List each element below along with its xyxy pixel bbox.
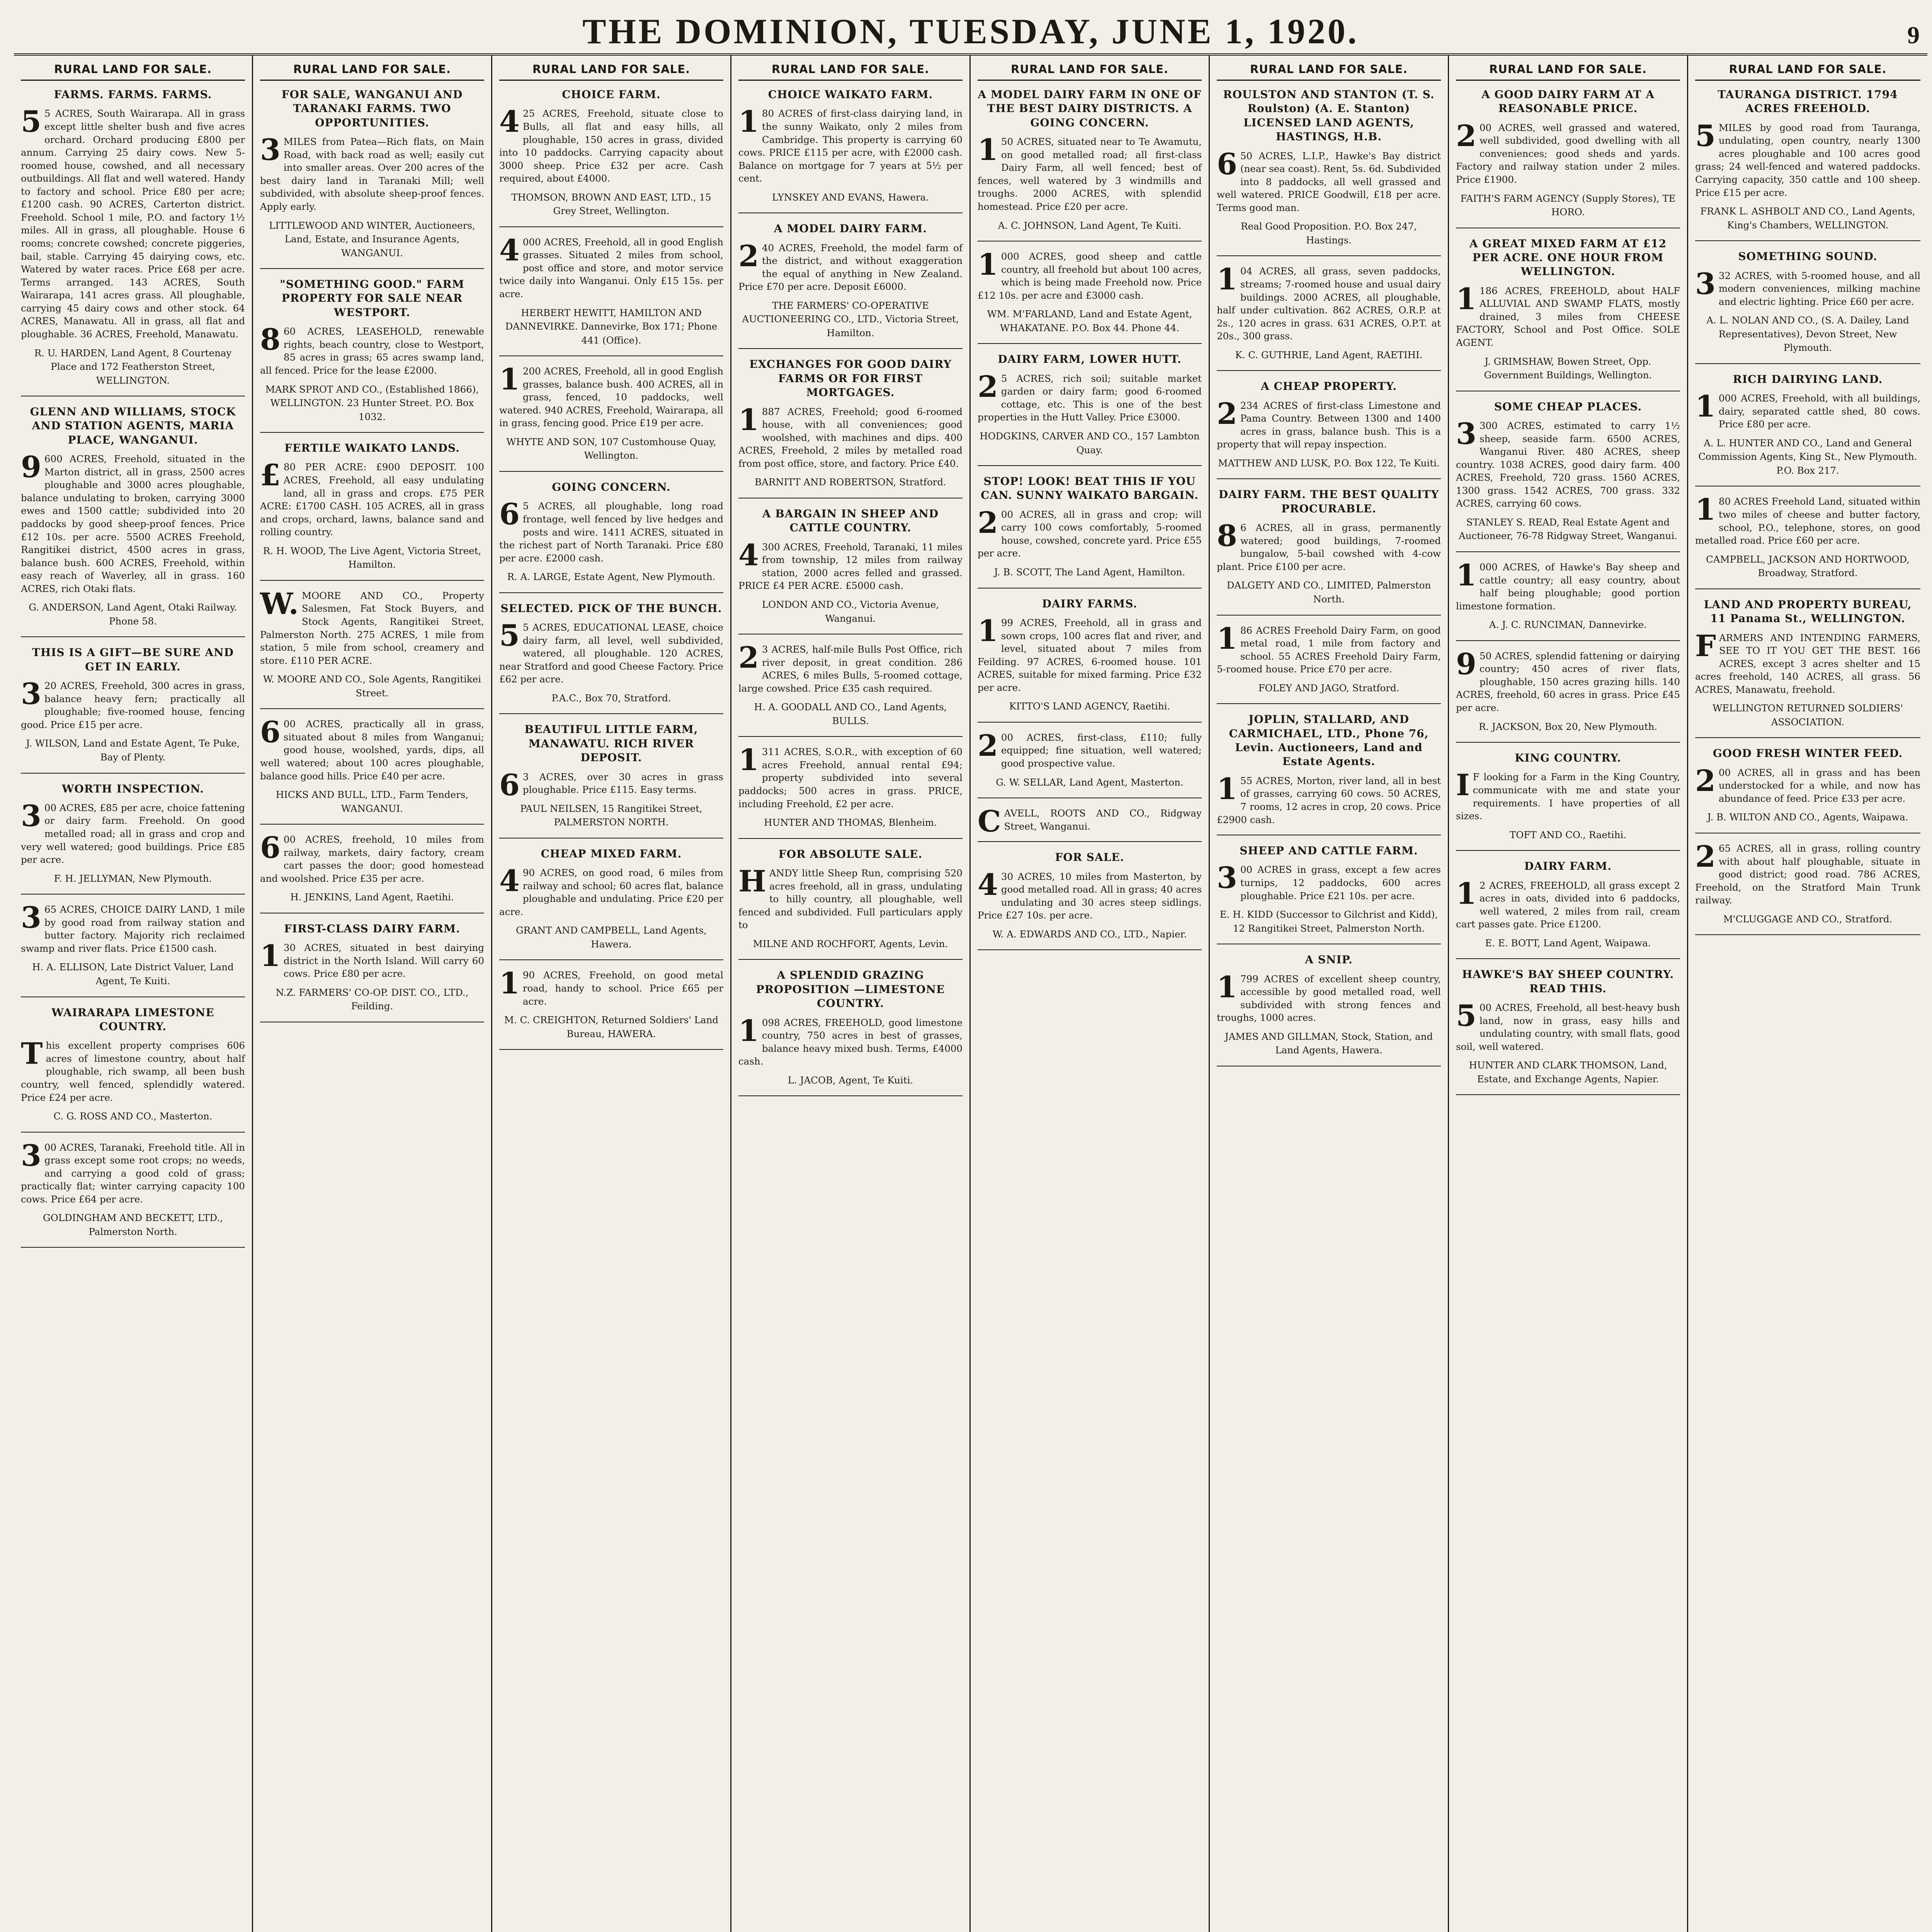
column-2 — [253, 56, 492, 1932]
classified-ad — [499, 480, 723, 593]
classified-ad — [260, 922, 484, 1022]
ad-body: 186 ACRES Freehold Dairy Farm, on good metal road, 1 mile from factory and school. 55 ACRES Freehold Dairy Farm, 5-roomed house. Price £70 per acre. — [1217, 621, 1441, 675]
classified-ad — [21, 900, 245, 997]
ad-agent: A. J. C. RUNCIMAN, Dannevirke. — [1489, 619, 1647, 631]
ad-body: 950 ACRES, splendid fattening or dairying country; 450 acres of river flats, ploughable, 150 acres grazing hills. 140 ACRES, freehold, 60 acres in grass. Price £45 per acre. — [1456, 646, 1680, 714]
classified-ad — [1695, 747, 1920, 833]
ad-agent: DALGETY AND CO., LIMITED, Palmerston North. — [1226, 580, 1431, 605]
ad-agent: E. H. KIDD (Successor to Gilchrist and Kidd), 12 Rangitikei Street, Palmerston North. — [1219, 909, 1438, 934]
ad-agent: THOMSON, BROWN AND EAST, LTD., 15 Grey Street, Wellington. — [511, 191, 711, 217]
classified-ad — [1695, 839, 1920, 935]
ad-agent: TOFT AND CO., Raetihi. — [1509, 829, 1627, 840]
ad-body: 199 ACRES, Freehold, all in grass and sown crops, 100 acres flat and river, and level, situated about 7 miles from Feilding. 97 ACRES, 6-roomed house. 101 ACRES, suitable for mixed farming. Price £32 per acre. — [978, 613, 1202, 693]
ad-heading: A BARGAIN IN SHEEP AND CATTLE COUNTRY. — [762, 507, 939, 534]
ad-agent: H. A. GOODALL AND CO., Land Agents, BULLS. — [754, 701, 947, 726]
ad-agent: BARNITT AND ROBERTSON, Stratford. — [755, 476, 946, 488]
ad-agent: R. U. HARDEN, Land Agent, 8 Courtenay Place and 172 Featherston Street, WELLINGTON. — [34, 347, 232, 386]
ad-heading: GOING CONCERN. — [552, 481, 671, 493]
ad-agent: G. W. SELLAR, Land Agent, Masterton. — [996, 776, 1184, 788]
ad-body: 300 ACRES, £85 per acre, choice fattening or dairy farm. Freehold. On good metalled road; all in grass and crop and very well watered; good buildings. Price £85 per acre. — [21, 798, 245, 866]
column-4 — [731, 56, 971, 1932]
newspaper-title: THE DOMINION, TUESDAY, JUNE 1, 1920. — [582, 12, 1359, 51]
ad-body: 320 ACRES, Freehold, 300 acres in grass, balance heavy fern; practically all ploughable; five-roomed house, fencing good. Price £15 per acre. — [21, 677, 245, 730]
classified-ad — [1456, 558, 1680, 641]
ad-agent: LONDON AND CO., Victoria Avenue, Wanganui. — [762, 599, 939, 624]
classified-ad — [1217, 488, 1441, 615]
ad-body: 600 ACRES, freehold, 10 miles from railway, markets, dairy factory, cream cart passes the door; good homestead and woolshed. Price £35 per acre. — [260, 830, 484, 884]
classified-ad — [1456, 646, 1680, 743]
ad-body: 4000 ACRES, Freehold, all in good English grasses. Situated 2 miles from school, post office and store, and motor service twice daily into Wanganui. Only £15 15s. per acre. — [499, 233, 723, 300]
ad-body: 9600 ACRES, Freehold, situated in the Marton district, all in grass, 2500 acres ploughable and 3000 acres ploughable, balance undulating to broken, carrying 3000 ewes and 1500 cattle; subdivided into 20 paddocks by good sheep-proof fences. Price £12 10s. per acre. 5500 ACRES Freehold, Rangitikei district, 4500 acres in grass, balance bush. 600 ACRES, Freehold, within easy reach of Waverley, all in grass. 160 ACRES, rich Otaki flats. — [21, 450, 245, 594]
ad-heading: KING COUNTRY. — [1515, 752, 1621, 765]
ad-agent: CAMPBELL, JACKSON AND HORTWOOD, Broadway, Stratford. — [1706, 553, 1910, 579]
ad-body: 1000 ACRES, of Hawke's Bay sheep and cattle country; all easy country, about half being ploughable; good portion limestone formation. — [1456, 558, 1680, 612]
ad-body: 430 ACRES, 10 miles from Masterton, by good metalled road. All in grass; 40 acres undulating and 30 acres steep sidlings. Price £27 10s. per acre. — [978, 867, 1202, 921]
classified-ad — [499, 966, 723, 1050]
ad-agent: KITTO'S LAND AGENCY, Raetihi. — [1009, 701, 1170, 712]
ad-agent: J. B. SCOTT, The Land Agent, Hamilton. — [994, 566, 1185, 578]
ad-agent: LYNSKEY AND EVANS, Hawera. — [772, 191, 929, 203]
classified-ad — [499, 723, 723, 838]
ad-heading: LAND AND PROPERTY BUREAU, 11 Panama St., WELLINGTON. — [1704, 598, 1912, 625]
ad-body: 200 ACRES, well grassed and watered, well subdivided, good dwelling with all conveniences; good sheds and yards. Factory and railway station under 2 miles. Price £1900. — [1456, 118, 1680, 185]
classified-ad — [260, 277, 484, 433]
classified-ad — [978, 804, 1202, 842]
ad-body: 500 ACRES, Freehold, all best-heavy bush land, now in grass, easy hills and undulating country, with small flats, good soil, well watered. — [1456, 998, 1680, 1052]
ad-heading: JOPLIN, STALLARD, AND CARMICHAEL, LTD., Phone 76, Levin. Auctioneers, Land and Estate Agents. — [1229, 713, 1429, 768]
classified-ad — [21, 405, 245, 637]
ad-agent: C. G. ROSS AND CO., Masterton. — [53, 1111, 213, 1122]
classified-ad — [738, 640, 963, 737]
ad-agent: HODGKINS, CARVER AND CO., 157 Lambton Quay. — [980, 430, 1200, 456]
ad-agent: R. JACKSON, Box 20, New Plymouth. — [1478, 721, 1658, 732]
classified-ad — [978, 247, 1202, 344]
ad-heading: EXCHANGES FOR GOOD DAIRY FARMS OR FOR FIRST MORTGAGES. — [749, 358, 952, 399]
ad-heading: WAIRARAPA LIMESTONE COUNTRY. — [51, 1006, 214, 1033]
ad-body: 63 ACRES, over 30 acres in grass ploughable. Price £115. Easy terms. — [499, 767, 723, 802]
ad-heading: FARMS. FARMS. FARMS. — [54, 88, 212, 101]
classified-ad — [21, 1006, 245, 1133]
ad-agent: J. B. WILTON AND CO., Agents, Waipawa. — [1707, 811, 1908, 823]
classified-ad — [21, 646, 245, 773]
classified-ad — [1456, 88, 1680, 228]
ad-body: £80 PER ACRE: £900 DEPOSIT. 100 ACRES, Freehold, all easy undulating land, all in grass and crops. £75 PER ACRE: £1700 CASH. 105 ACRES, all in grass and crops, orchard, lawns, balance sand and rolling country. — [260, 458, 484, 538]
classified-ad — [738, 968, 963, 1096]
ad-agent: J. GRIMSHAW, Bowen Street, Opp. Government Buildings, Wellington. — [1484, 355, 1652, 381]
ad-body: 4300 ACRES, Freehold, Taranaki, 11 miles from township, 12 miles from railway station, 2000 acres felled and grassed. PRICE £4 PER ACRE. £5000 cash. — [738, 537, 963, 592]
ad-agent: PAUL NEILSEN, 15 Rangitikei Street, PALMERSTON NORTH. — [520, 803, 702, 828]
classified-ad — [260, 715, 484, 825]
ad-body: 332 ACRES, with 5-roomed house, and all modern conveniences, milking machine and electric lighting. Price £60 per acre. — [1695, 266, 1920, 307]
ad-agent: FAITH'S FARM AGENCY (Supply Stores), TE HORO. — [1460, 192, 1676, 218]
ad-body: 425 ACRES, Freehold, situate close to Bulls, all flat and easy hills, all ploughable, 150 acres in grass, divided into 10 paddocks. Carrying capacity about 3000 sheep. Price £32 per acre. Cash required, about £4000. — [499, 104, 723, 184]
classified-ad — [1456, 400, 1680, 552]
ad-agent: GOLDINGHAM AND BECKETT, LTD., Palmerston North. — [43, 1212, 223, 1237]
ad-body: 1200 ACRES, Freehold, all in good English grasses, balance bush. 400 ACRES, all in grass, fenced, 10 paddocks, well watered. 940 ACRES, Freehold, Wairarapa, all in grass, fencing good. Price £19 per acre. — [499, 362, 723, 429]
classified-ad — [978, 88, 1202, 242]
column-5 — [971, 56, 1210, 1932]
ad-agent: FRANK L. ASHBOLT AND CO., Land Agents, King's Chambers, WELLINGTON. — [1700, 206, 1915, 231]
classified-ad — [1217, 713, 1441, 835]
column-header: RURAL LAND FOR SALE. — [260, 60, 484, 81]
ad-body: IF looking for a Farm in the King Country, communicate with me and state your requirements. I have properties of all sizes. — [1456, 768, 1680, 822]
ad-body: W.MOORE AND CO., Property Salesmen, Fat Stock Buyers, and Stock Agents, Rangitikei Street, Palmerston North. 275 ACRES, 1 mile from station, 5 mile from school, creamery and store. £110 PER ACRE. — [260, 586, 484, 666]
ad-agent: E. E. BOTT, Land Agent, Waipawa. — [1485, 937, 1651, 949]
classified-ad — [1695, 250, 1920, 364]
page-number: 9 — [1907, 21, 1920, 49]
ad-agent: HUNTER AND THOMAS, Blenheim. — [764, 817, 937, 828]
ad-body: 65 ACRES, all ploughable, long road frontage, well fenced by live hedges and posts and wire. 1411 ACRES, situated in the richest part of North Taranaki. Price £80 per acre. £2000 cash. — [499, 497, 723, 564]
ad-body: 1799 ACRES of excellent sheep country, accessible by good metalled road, well subdivided with strong fences and troughs, 1000 acres. — [1217, 969, 1441, 1024]
ad-heading: "SOMETHING GOOD." FARM PROPERTY FOR SALE NEAR WESTPORT. — [280, 278, 464, 319]
classified-ad — [260, 586, 484, 709]
ad-agent: J. WILSON, Land and Estate Agent, Te Puke, Bay of Plenty. — [26, 738, 240, 763]
column-header: RURAL LAND FOR SALE. — [1217, 60, 1441, 81]
classified-ad — [1456, 859, 1680, 959]
ad-body: 1311 ACRES, S.O.R., with exception of 60 acres Freehold, annual rental £94; property subdivided into several paddocks; 500 acres in grass. PRICE, including Freehold, £2 per acre. — [738, 743, 963, 810]
ad-heading: HAWKE'S BAY SHEEP COUNTRY. READ THIS. — [1462, 968, 1674, 995]
classified-ad — [978, 597, 1202, 723]
classified-ad — [260, 88, 484, 269]
ad-body: 150 ACRES, situated near to Te Awamutu, on good metalled road; all first-class Dairy Farm, all well fenced; best of fences, well watered by 3 windmills and troughs. 2000 ACRES, with splendid homestead. Price £20 per acre. — [978, 133, 1202, 212]
ad-body: 650 ACRES, L.I.P., Hawke's Bay district (near sea coast). Rent, 5s. 6d. Subdivided into 8 paddocks, all well grassed and well watered. PRICE Goodwill, £18 per acre. Terms good man. — [1217, 146, 1441, 213]
ad-body: 155 ACRES, Morton, river land, all in best of grasses, carrying 60 cows. 50 ACRES, 7 rooms, 12 acres in crop, 20 cows. Price £2900 cash. — [1217, 771, 1441, 825]
ad-heading: CHEAP MIXED FARM. — [541, 847, 682, 860]
column-6 — [1210, 56, 1449, 1932]
ad-heading: FOR SALE. — [1055, 851, 1124, 864]
ad-body: 180 ACRES of first-class dairying land, in the sunny Waikato, only 2 miles from Cambridge. This property is carrying 60 cows. PRICE £115 per acre, with £2000 cash. Balance on mortgage for 7 years at 5½ per cent. — [738, 104, 963, 184]
ad-body: 1000 ACRES, good sheep and cattle country, all freehold but about 100 acres, which is being made Freehold now. Price £12 10s. per acre and £3000 cash. — [978, 247, 1202, 301]
ad-agent: R. A. LARGE, Estate Agent, New Plymouth. — [507, 571, 716, 583]
ad-agent: A. L. NOLAN AND CO., (S. A. Dailey, Land Representatives), Devon Street, New Plymouth. — [1706, 315, 1909, 354]
ad-agent: HERBERT HEWITT, HAMILTON AND DANNEVIRKE. Dannevirke, Box 171; Phone 441 (Office). — [505, 307, 718, 346]
classified-ad — [978, 728, 1202, 798]
classified-ad — [1217, 621, 1441, 704]
ad-body: 240 ACRES, Freehold, the model farm of the district, and without exaggeration the equal of anything in New Zealand. Price £70 per acre. Deposit £6000. — [738, 238, 963, 293]
masthead — [14, 11, 1927, 56]
classified-ad — [21, 1138, 245, 1248]
ad-agent: K. C. GUTHRIE, Land Agent, RAETIHI. — [1235, 349, 1423, 361]
ad-heading: DAIRY FARM. — [1524, 860, 1612, 873]
ad-body: 1000 ACRES, Freehold, with all buildings, dairy, separated cattle shed, 80 cows. Price £80 per acre. — [1695, 389, 1920, 430]
ad-body: This excellent property comprises 606 acres of limestone country, about half ploughable, rich swamp, all been bush country, well fenced, splendidly watered. Price £24 per acre. — [21, 1036, 245, 1103]
ad-heading: SOMETHING SOUND. — [1738, 250, 1878, 263]
ad-body: 25 ACRES, rich soil; suitable market garden or dairy farm; good 6-roomed cottage, etc. This is one of the best properties in the Hutt Valley. Price £3000. — [978, 369, 1202, 423]
ad-heading: GOOD FRESH WINTER FEED. — [1713, 747, 1903, 760]
ad-body: 55 ACRES, EDUCATIONAL LEASE, choice dairy farm, all level, well subdivided, watered, all ploughable. 120 ACRES, near Stratford and good Cheese Factory. Price £62 per acre. — [499, 618, 723, 685]
ad-heading: SOME CHEAP PLACES. — [1494, 400, 1642, 413]
ad-heading: A SPLENDID GRAZING PROPOSITION —LIMESTONE COUNTRY. — [756, 969, 945, 1010]
classified-ad — [1456, 968, 1680, 1095]
ad-agent: GRANT AND CAMPBELL, Land Agents, Hawera. — [516, 925, 707, 950]
ad-agent: THE FARMERS' CO-OPERATIVE AUCTIONEERING CO., LTD., Victoria Street, Hamilton. — [742, 299, 959, 338]
classified-ad — [1456, 237, 1680, 391]
ad-heading: STOP! LOOK! BEAT THIS IF YOU CAN. SUNNY WAIKATO BARGAIN. — [981, 475, 1199, 502]
classified-ad — [978, 352, 1202, 466]
ad-agent: MATTHEW AND LUSK, P.O. Box 122, Te Kuiti. — [1218, 457, 1440, 469]
column-7 — [1449, 56, 1688, 1932]
classified-ad — [1695, 598, 1920, 738]
ad-agent: WELLINGTON RETURNED SOLDIERS' ASSOCIATION. — [1713, 702, 1903, 728]
classified-ad — [738, 222, 963, 349]
ad-agent: HUNTER AND CLARK THOMSON, Land, Estate, and Exchange Agents, Napier. — [1469, 1060, 1667, 1085]
ad-agent: F. H. JELLYMAN, New Plymouth. — [54, 872, 212, 884]
ad-body: 180 ACRES Freehold Land, situated within two miles of cheese and butter factory, school, P.O., telephone, stores, on good metalled road. Price £60 per acre. — [1695, 492, 1920, 546]
classified-ad — [499, 233, 723, 356]
ad-heading: GLENN AND WILLIAMS, STOCK AND STATION AGENTS, MARIA PLACE, WANGANUI. — [30, 405, 236, 446]
ad-agent: W. A. EDWARDS AND CO., LTD., Napier. — [992, 928, 1187, 940]
ad-heading: SELECTED. PICK OF THE BUNCH. — [500, 602, 722, 615]
ad-body: 130 ACRES, situated in best dairying district in the North Island. Will carry 60 cows. Price £80 per acre. — [260, 939, 484, 980]
ad-body: 200 ACRES, all in grass and crop; will carry 100 cows comfortably, 5-roomed house, cowshed, concrete yard. Price £55 per acre. — [978, 505, 1202, 559]
column-header: RURAL LAND FOR SALE. — [1456, 60, 1680, 81]
ad-heading: CHOICE FARM. — [562, 88, 661, 101]
ad-agent: WHYTE AND SON, 107 Customhouse Quay, Wellington. — [506, 436, 716, 461]
column-header: RURAL LAND FOR SALE. — [499, 60, 723, 81]
ad-heading: WORTH INSPECTION. — [61, 782, 204, 795]
ad-agent: L. JACOB, Agent, Te Kuiti. — [787, 1074, 913, 1086]
ad-body: 300 ACRES in grass, except a few acres turnips, 12 paddocks, 600 acres ploughable. Price £21 10s. per acre. — [1217, 861, 1441, 901]
classified-ad — [1456, 751, 1680, 851]
classified-ad — [1217, 844, 1441, 944]
ad-heading: A SNIP. — [1305, 953, 1353, 966]
ad-agent: N.Z. FARMERS' CO-OP. DIST. CO., LTD., Feilding. — [276, 986, 469, 1012]
ad-body: 190 ACRES, Freehold, on good metal road, handy to school. Price £65 per acre. — [499, 966, 723, 1007]
ad-heading: FOR ABSOLUTE SALE. — [778, 847, 923, 861]
ad-heading: A GOOD DAIRY FARM AT A REASONABLE PRICE. — [1481, 88, 1655, 115]
classified-ad — [978, 474, 1202, 588]
ad-body: 200 ACRES, all in grass and has been understocked for a while, and now has abundance of feed. Price £33 per acre. — [1695, 763, 1920, 804]
ad-heading: A MODEL DAIRY FARM. — [774, 222, 927, 235]
ad-agent: A. L. HUNTER AND CO., Land and General Commission Agents, King St., New Plymouth. P.O. Box 217. — [1698, 437, 1917, 476]
ad-agent: JAMES AND GILLMAN, Stock, Station, and Land Agents, Hawera. — [1225, 1031, 1433, 1056]
ad-heading: DAIRY FARM, LOWER HUTT. — [998, 353, 1182, 366]
classified-ad — [1695, 88, 1920, 241]
ad-heading: A CHEAP PROPERTY. — [1261, 380, 1397, 393]
ad-heading: A GREAT MIXED FARM AT £12 PER ACRE. ONE HOUR FROM WELLINGTON. — [1469, 237, 1667, 278]
ad-body: 365 ACRES, CHOICE DAIRY LAND, 1 mile by good road from railway station and butter factory. Majority rich reclaimed swamp and river flats. Price £1500 cash. — [21, 900, 245, 954]
ad-body: 490 ACRES, on good road, 6 miles from railway and school; 60 acres flat, balance ploughable and undulating. Price £20 per acre. — [499, 864, 723, 917]
ad-heading: CHOICE WAIKATO FARM. — [768, 88, 933, 101]
ad-agent: WM. M'FARLAND, Land and Estate Agent, WHAKATANE. P.O. Box 44. Phone 44. — [987, 308, 1192, 333]
column-8 — [1688, 56, 1927, 1932]
ad-heading: A MODEL DAIRY FARM IN ONE OF THE BEST DAIRY DISTRICTS. A GOING CONCERN. — [978, 88, 1202, 129]
ad-agent: FOLEY AND JAGO, Stratford. — [1258, 682, 1400, 694]
ad-body: 265 ACRES, all in grass, rolling country with about half ploughable, situate in good district; good road. 786 ACRES, Freehold, on the Stratford Main Trunk railway. — [1695, 839, 1920, 906]
classified-ad — [1217, 953, 1441, 1066]
ad-agent: R. H. WOOD, The Live Agent, Victoria Street, Hamilton. — [263, 545, 481, 570]
ad-agent: LITTLEWOOD AND WINTER, Auctioneers, Land, Estate, and Insurance Agents, WANGANUI. — [269, 219, 475, 259]
classified-ad — [499, 602, 723, 714]
classified-ad — [21, 88, 245, 396]
ad-heading: THIS IS A GIFT—BE SURE AND GET IN EARLY. — [32, 646, 234, 673]
classified-ad — [1695, 372, 1920, 487]
ad-body: 1098 ACRES, FREEHOLD, good limestone country, 750 acres in best of grasses, balance heavy mixed bush. Terms, £4000 cash. — [738, 1013, 963, 1067]
classified-ad — [738, 745, 963, 838]
ad-body: CAVELL, ROOTS AND CO., Ridgway Street, Wanganui. — [978, 804, 1202, 839]
column-header: RURAL LAND FOR SALE. — [1695, 60, 1920, 81]
classified-ad — [1217, 379, 1441, 479]
ad-body: 23 ACRES, half-mile Bulls Post Office, rich river deposit, in great condition. 286 ACRES, 6 miles Bulls, 5-roomed cottage, large cowshed. Price £35 cash required. — [738, 640, 963, 694]
column-3 — [492, 56, 731, 1932]
ad-heading: DAIRY FARM. THE BEST QUALITY PROCURABLE. — [1218, 488, 1439, 515]
ad-heading: BEAUTIFUL LITTLE FARM, MANAWATU. RICH RIVER DEPOSIT. — [524, 723, 698, 764]
classified-ad — [499, 362, 723, 472]
classified-ad — [1217, 88, 1441, 256]
ad-heading: TAURANGA DISTRICT. 1794 ACRES FREEHOLD. — [1718, 88, 1898, 115]
column-header: RURAL LAND FOR SALE. — [738, 60, 963, 81]
ad-body: 2234 ACRES of first-class Limestone and Pama Country. Between 1300 and 1400 acres in grass, balance bush. This is a property that will repay inspection. — [1217, 396, 1441, 450]
ad-heading: SHEEP AND CATTLE FARM. — [1240, 844, 1418, 857]
classified-ad — [1217, 262, 1441, 371]
classified-ad — [738, 507, 963, 634]
classified-ad — [21, 782, 245, 895]
ad-agent: Real Good Proposition. P.O. Box 247, Hastings. — [1241, 221, 1417, 246]
column-header: RURAL LAND FOR SALE. — [978, 60, 1202, 81]
ad-body: 200 ACRES, first-class, £110; fully equipped; fine situation, well watered; good prospective value. — [978, 728, 1202, 769]
columns-container — [14, 56, 1927, 1932]
ad-heading: DAIRY FARMS. — [1042, 597, 1138, 610]
ad-heading: FOR SALE, WANGANUI AND TARANAKI FARMS. TWO OPPORTUNITIES. — [281, 88, 463, 129]
ad-agent: A. C. JOHNSON, Land Agent, Te Kuiti. — [998, 219, 1182, 231]
ad-agent: M. C. CREIGHTON, Returned Soldiers' Land Bureau, HAWERA. — [504, 1014, 719, 1039]
classified-ad — [499, 88, 723, 227]
ad-body: 1887 ACRES, Freehold; good 6-roomed house, with all conveniences; good woolshed, with machines and dips. 400 ACRES, Freehold, 2 miles by metalled road from post office, store, and factory. Price £40. — [738, 402, 963, 469]
ad-heading: ROULSTON AND STANTON (T. S. Roulston) (A. E. Stanton) LICENSED LAND AGENTS, HASTINGS, H.B. — [1223, 88, 1435, 143]
ad-agent: MARK SPROT AND CO., (Established 1866), WELLINGTON. 23 Hunter Street. P.O. Box 1032. — [265, 383, 479, 422]
classified-ad — [260, 830, 484, 913]
ad-heading: RICH DAIRYING LAND. — [1733, 372, 1883, 386]
ad-agent: STANLEY S. READ, Real Estate Agent and Auctioneer, 76-78 Ridgway Street, Wanganui. — [1459, 516, 1677, 542]
classified-ad — [738, 88, 963, 213]
ad-body: 104 ACRES, all grass, seven paddocks, streams; 7-roomed house and usual dairy buildings. 2000 ACRES, all ploughable, half under cultivation. 862 ACRES, O.R.P. at 2s., 120 acres in grass. 631 ACRES, O.P.T. at 20s., 300 grass. — [1217, 262, 1441, 342]
ad-body: 860 ACRES, LEASEHOLD, renewable rights, beach country, close to Westport, 85 acres in grass; 65 acres swamp land, all fenced. Price for the lease £2000. — [260, 322, 484, 376]
ad-agent: HICKS AND BULL, LTD., Farm Tenders, WANGANUI. — [276, 789, 469, 814]
classified-ad — [1695, 492, 1920, 589]
classified-ad — [738, 357, 963, 498]
ad-agent: P.A.C., Box 70, Stratford. — [551, 692, 671, 704]
ad-agent: H. JENKINS, Land Agent, Raetihi. — [290, 891, 454, 903]
ad-body: 12 ACRES, FREEHOLD, all grass except 2 acres in oats, divided into 6 paddocks, well watered, 2 miles from rail, cream cart passes gate. Price £1200. — [1456, 876, 1680, 930]
ad-body: 86 ACRES, all in grass, permanently watered; good buildings, 7-roomed bungalow, 5-bail cowshed with 4-cow plant. Price £100 per acre. — [1217, 519, 1441, 572]
classified-ad — [499, 847, 723, 961]
ad-body: 5MILES by good road from Tauranga, undulating, open country, nearly 1300 acres ploughable and 100 acres good grass; 24 well-fenced and watered paddocks. Carrying capacity, 350 cattle and 100 sheep. Price £15 per acre. — [1695, 118, 1920, 198]
ad-agent: H. A. ELLISON, Late District Valuer, Land Agent, Te Kuiti. — [32, 961, 234, 986]
column-header: RURAL LAND FOR SALE. — [21, 60, 245, 81]
classified-ad — [738, 847, 963, 960]
ad-heading: FERTILE WAIKATO LANDS. — [284, 442, 460, 455]
column-1 — [14, 56, 253, 1932]
ad-agent: M'CLUGGAGE AND CO., Stratford. — [1723, 913, 1893, 925]
classified-ad — [978, 850, 1202, 950]
ad-agent: W. MOORE AND CO., Sole Agents, Rangitikei Street. — [263, 673, 481, 699]
ad-body: 600 ACRES, practically all in grass, situated about 8 miles from Wanganui; good house, woolshed, yards, dips, all well watered; about 100 acres ploughable, balance good hills. Price £40 per acre. — [260, 715, 484, 782]
ad-body: 3MILES from Patea—Rich flats, on Main Road, with back road as well; easily cut into smaller areas. Over 200 acres of the best dairy land in Taranaki Mill; well subdivided, with absolute sheep-proof fences. Apply early. — [260, 133, 484, 212]
classified-ad — [260, 441, 484, 581]
ad-agent: G. ANDERSON, Land Agent, Otaki Railway. Phone 58. — [29, 602, 237, 627]
ad-body: FARMERS AND INTENDING FARMERS, SEE TO IT YOU GET THE BEST. 166 ACRES, except 3 acres shelter and 15 acres freehold, 140 ACRES, all grass. 56 ACRES, Manawatu, freehold. — [1695, 628, 1920, 695]
ad-body: 55 ACRES, South Wairarapa. All in grass except little shelter bush and five acres orchard. Orchard producing £800 per annum. Carrying 25 dairy cows. New 5-roomed house, cowshed, and all necessary outbuildings. All flat and well watered. Handy to factory and school. Price £80 per acre; £1200 cash. 90 ACRES, Carterton district. Freehold. School 1 mile, P.O. and factory 1½ miles. All in grass, all ploughable. House 6 rooms; concrete cowshed; concrete piggeries, bail, stable. Carrying 45 dairying cows, etc. Watered by water races. Price £68 per acre. Terms arranged. 143 ACRES, South Wairarapa, 141 acres grass. All ploughable, carrying 45 dairy cows and other stock. 64 ACRES, Manawatu. All in grass, all flat and ploughable. 36 ACRES, Freehold, Manawatu. — [21, 104, 245, 340]
ad-body: 300 ACRES, Taranaki, Freehold title. All in grass except some root crops; no weeds, and carrying a good cold of grass; practically flat; winter carrying capacity 100 cows. Price £64 per acre. — [21, 1138, 245, 1205]
ad-heading: FIRST-CLASS DAIRY FARM. — [284, 922, 460, 935]
ad-body: 3300 ACRES, estimated to carry 1½ sheep, seaside farm. 6500 ACRES, Wanganui River. 480 ACRES, sheep country. 1038 ACRES, good dairy farm. 400 ACRES, Freehold, 720 grass. 1560 ACRES, 1300 grass. 1542 ACRES, 700 grass. 332 ACRES, carrying 60 cows. — [1456, 417, 1680, 509]
ad-agent: MILNE AND ROCHFORT, Agents, Levin. — [753, 938, 948, 949]
ad-body: HANDY little Sheep Run, comprising 520 acres freehold, all in grass, undulating to hilly country, all ploughable, well fenced and subdivided. Full particulars apply to — [738, 864, 963, 931]
ad-body: 1186 ACRES, FREEHOLD, about HALF ALLUVIAL AND SWAMP FLATS, mostly drained, 3 miles from CHEESE FACTORY, School and Post Office. SOLE AGENT. — [1456, 281, 1680, 349]
